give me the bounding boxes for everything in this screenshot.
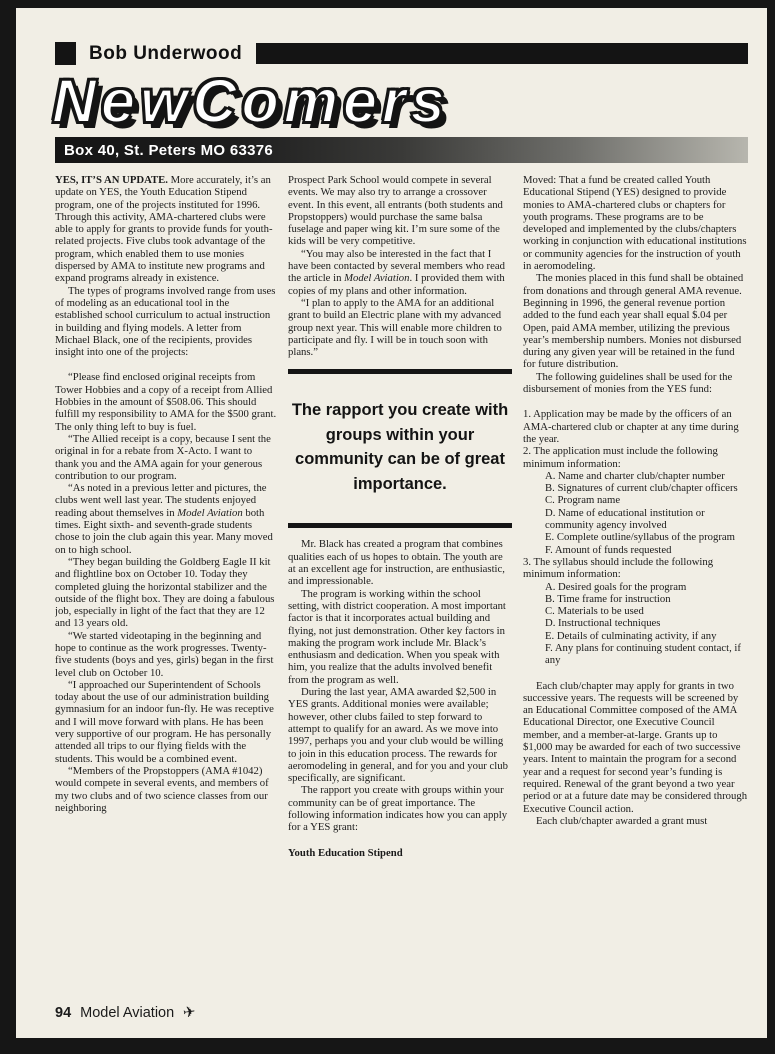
paragraph <box>545 531 748 543</box>
paragraph <box>55 482 277 556</box>
paragraph <box>288 538 512 587</box>
text-segment: B. Signatures of current club/chapter officers <box>545 482 738 495</box>
pull-quote-text: The rapport you create with groups within your community can be of great importance. <box>291 401 509 493</box>
pull-quote <box>288 369 512 528</box>
paragraph <box>523 174 748 272</box>
author-row <box>55 42 748 65</box>
text-segment: Prospect Park School would compete in several events. We may also try to arrange a crossover event. In this event, all entrants (both students and Propstoppers) would purchase the same balsa fuselage and paper wing kit. I’m sure some of the kids will be very competitive. <box>288 174 503 248</box>
text-segment: E. Complete outline/syllabus of the program <box>545 531 735 544</box>
text-segment: . I provided them with copies of my plans and other information. <box>288 272 505 297</box>
header-rule-bar <box>256 43 748 64</box>
text-segment: F. Amount of funds requested <box>545 543 672 556</box>
text-segment: Each club/chapter awarded a grant must <box>536 814 708 827</box>
column-title: NewComers <box>52 67 450 135</box>
paragraph <box>545 605 748 617</box>
text-segment: C. Program name <box>545 494 621 507</box>
address-bar <box>55 137 748 163</box>
author-name: Bob Underwood <box>89 42 243 64</box>
paragraph <box>523 371 748 396</box>
text-segment: E. Details of culminating activity, if any <box>545 629 717 642</box>
paragraph <box>288 847 512 859</box>
paragraph <box>288 174 512 248</box>
text-segment: “I approached our Superintendent of Schools today about the use of our administration building gymnasium for an indoor fun-fly. He was receptive and I will move forward with plans. He has been very supportive of our program. He has personally attended all trips to our flying fields with the students. This would be a combined event. <box>55 678 274 765</box>
text-segment: During the last year, AMA awarded $2,500 in YES grants. Additional monies were available; however, other clubs failed to step forward to attempt to qualify for an award. As we move into 1997, perhaps you and your club would be willing to join in this education process. The rewards for aeromodeling in general, and for you and your club specifically, are significant. <box>288 686 508 785</box>
paragraph <box>55 371 277 432</box>
column-2-top <box>288 174 512 358</box>
paragraph <box>55 556 277 630</box>
text-segment: Model Aviation <box>344 272 410 285</box>
paragraph <box>288 588 512 686</box>
text-segment: Youth Education Stipend <box>288 846 403 859</box>
paragraph <box>523 408 748 445</box>
text-segment: The following guidelines shall be used for the disbursement of monies from the YES fund: <box>523 370 733 396</box>
paragraph <box>545 507 748 532</box>
paragraph <box>523 680 748 815</box>
paragraph <box>545 593 748 605</box>
author-marker-square <box>55 42 76 65</box>
text-segment: The monies placed in this fund shall be obtained from donations and through general AMA revenue. Beginning in 1996, the general revenue portion added to the fund each year shall equal $.04 per Open, paid AMA member, utilizing the previous year’s membership numbers. Monies not disbursed during any given year will be retained in the fund for future distribution. <box>523 272 744 371</box>
paragraph <box>55 765 277 814</box>
text-segment: Model Aviation <box>177 506 243 519</box>
paragraph <box>545 630 748 642</box>
paragraph <box>55 285 277 359</box>
text-segment: “We started videotaping in the beginning and hope to continue as the work progresses. Twenty-five students (boys and yes, girls) began in the first level club on October 10. <box>55 629 274 679</box>
paragraph <box>545 482 748 494</box>
paragraph <box>523 272 748 370</box>
paragraph <box>288 248 512 297</box>
paragraph <box>288 784 512 833</box>
paragraph <box>545 470 748 482</box>
text-segment: B. Time frame for instruction <box>545 592 671 605</box>
page-footer <box>55 1003 196 1021</box>
text-segment: D. Instructional techniques <box>545 617 661 630</box>
paragraph <box>55 679 277 765</box>
article-body <box>55 174 748 1002</box>
paragraph <box>523 556 748 581</box>
text-segment: “Please find enclosed original receipts from Tower Hobbies and a copy of a receipt from Allied Hobbies in the amount of $508.06. This should fulfill my responsibility to AMA for the $500 grant. The only thing left to buy is fuel. <box>55 371 277 433</box>
text-segment: “You may also be interested in the fact that I have been contacted by several members who read the article in <box>288 247 505 285</box>
text-segment: “I plan to apply to the AMA for an additional grant to build an Electric plane with my advanced group next year. This will enable more children to participate and fly. I will be in touch soon with plans.” <box>288 296 502 359</box>
paragraph <box>523 815 748 827</box>
paragraph <box>55 174 277 285</box>
text-segment: C. Materials to be used <box>545 605 644 618</box>
text-segment: F. Any plans for continuing student contact, if any <box>545 641 741 667</box>
paragraph <box>523 445 748 470</box>
text-segment: The types of programs involved range from uses of modeling as an educational tool in the established school curriculum to actual instruction in building and flying models. A letter from Michael Black, one of the recipients, provides insight into one of the projects: <box>55 284 276 359</box>
text-segment: Each club/chapter may apply for grants in two successive years. The requests will be screened by an Educational Committee composed of the AMA Educational Director, one Executive Council member, and a member-at-large. Grants up to $1,000 may be awarded for each of two successive years. Intent to maintain the program for a second year and a request for second year’s funding is required. Renewal of the grant beyond a two year period or at a future date may be considered through Executive Council action. <box>523 679 748 815</box>
paragraph <box>545 581 748 593</box>
paragraph <box>55 630 277 679</box>
article-column-2 <box>288 174 512 1002</box>
text-segment: A. Name and charter club/chapter number <box>545 469 725 482</box>
paragraph <box>288 297 512 358</box>
text-segment: D. Name of educational institution or community agency involved <box>545 506 705 532</box>
text-segment: Moved: That a fund be created called Youth Educational Stipend (YES) designed to provide monies to AMA-chartered clubs or chapters for youth programs. These programs are to be developed and implemented by the clubs/chapters working in conjunction with educational institutions or community agencies for the instruction of youth in aeromodeling. <box>523 174 747 273</box>
address-text: Box 40, St. Peters MO 63376 <box>64 141 274 159</box>
text-segment: More accurately, it’s an update on YES, the Youth Education Stipend program, one of the projects instituted for 1996. Through this activity, AMA-chartered clubs were able to apply for grants to provide funds for youth-related projects. Five clubs took advantage of the program, which enabled them to use monies dispersed by AMA to institute new programs and expand programs already in existence. <box>55 174 273 285</box>
paragraph <box>288 686 512 784</box>
text-segment: 2. The application must include the following minimum information: <box>523 445 718 470</box>
paragraph <box>545 617 748 629</box>
text-segment: “They began building the Goldberg Eagle II kit and flightline box on October 10. Today they completed gluing the horizontal stabilizer and the outside of the flight box. They are doing a fabulous job, especially in light of the fact that they are 12 and 13 years old. <box>55 555 275 630</box>
text-segment: both times. Eight sixth- and seventh-grade students chose to join the club again this year. Many moved on to high school. <box>55 506 273 556</box>
article-column-1 <box>55 174 277 1002</box>
text-segment: The program is working within the school setting, with district cooperation. A most important factor is that it incorporates actual building and flying, not just demonstration. Other key factors in making the program work include Mr. Black’s enthusiasm and dedication. When you speak with him, you realize that the adults involved benefit from the program as well. <box>288 587 506 686</box>
paragraph <box>545 642 748 667</box>
paragraph <box>545 544 748 556</box>
article-column-3 <box>523 174 748 1002</box>
paragraph <box>545 494 748 506</box>
column-2-bottom <box>288 538 512 858</box>
text-segment: “The Allied receipt is a copy, because I sent the original in for a rebate from X-Acto. I want to thank you and the AMA again for your generous contribution to our program. <box>55 432 271 482</box>
text-segment: The rapport you create with groups within your community can be of great importance. The following information indicates how you can apply for a YES grant: <box>288 784 508 834</box>
text-segment: 1. Application may be made by the officers of an AMA-chartered club or chapter at any time during the year. <box>523 408 739 445</box>
magazine-name: Model Aviation <box>80 1005 175 1021</box>
paragraph <box>55 433 277 482</box>
magazine-page <box>16 8 767 1038</box>
text-segment: “Members of the Propstoppers (AMA #1042) would compete in several events, and members of my two clubs and of two science classes from our neighboring <box>55 764 269 814</box>
text-segment: “As noted in a previous letter and pictures, the clubs went well last year. The students enjoyed reading about themselves in <box>55 482 267 519</box>
airplane-icon: ✈ <box>182 1003 197 1022</box>
text-segment: A. Desired goals for the program <box>545 580 687 593</box>
text-segment: Mr. Black has created a program that combines qualities each of us hopes to obtain. The youth are at an excellent age for instruction, are enthusiastic, and impressionable. <box>288 538 505 588</box>
page-number: 94 <box>55 1005 72 1021</box>
text-segment: 3. The syllabus should include the following minimum information: <box>523 555 714 581</box>
text-segment: YES, IT’S AN UPDATE. <box>55 174 168 186</box>
